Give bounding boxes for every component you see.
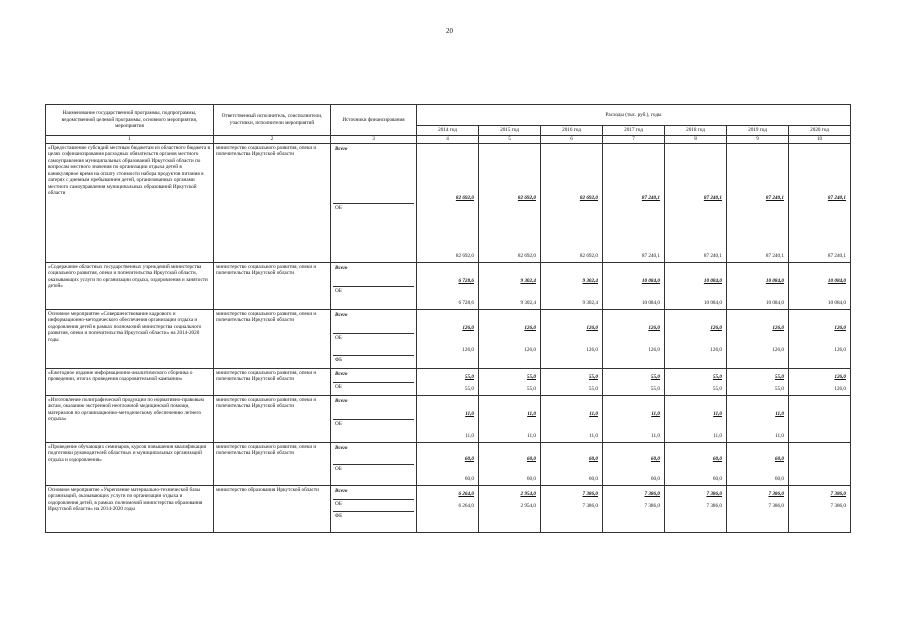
source-value: 87 240,1 — [641, 253, 660, 259]
source-value — [419, 511, 476, 531]
header-name: Наименование государственной программы, подпрограммы, ведомственной целевой программы, основного мероприятия, мероприятия — [46, 105, 214, 136]
total-value: 55,0 — [650, 374, 660, 380]
source-value — [791, 355, 848, 367]
row-sources — [331, 262, 417, 309]
total-value: 60,0 — [464, 456, 474, 462]
source-value: 60,0 — [526, 476, 536, 482]
table-row — [46, 395, 851, 442]
total-value: 82 692,0 — [579, 195, 598, 201]
header-year: 2020 год — [789, 126, 851, 136]
row-name: «Предоставление субсидий местным бюджетам из областного бюджета в целях софинансирования расходных обязательств органов местного самоуправления муниципальных образований Иркутской области по вопросам местного значения по организации отдыха детей в каникулярное время на оплату стоимости набора продуктов питания в лагерях с дневным пребыванием детей, организованных органами местного самоуправления муниципальных образований Иркутской области — [46, 143, 214, 262]
year-value-cell — [603, 395, 665, 442]
year-value-cell — [479, 143, 541, 262]
total-value: 6 264,0 — [458, 491, 474, 497]
total-value: 10 084,0 — [641, 278, 660, 284]
source-value — [791, 511, 848, 531]
source-value — [667, 355, 724, 367]
year-value-cell — [479, 309, 541, 368]
source-total-label: Всего — [335, 311, 348, 318]
year-value-cell — [727, 262, 789, 309]
total-value: 126,0 — [710, 325, 722, 331]
year-value-cell — [665, 368, 727, 395]
year-value-cell — [417, 395, 479, 442]
column-number: 1 — [46, 135, 214, 143]
source-value: 11,0 — [651, 433, 660, 439]
total-value: 126,0 — [586, 325, 598, 331]
year-value-cell — [727, 442, 789, 485]
source-value: 87 240,1 — [765, 253, 784, 259]
source-value: 2 954,0 — [520, 503, 536, 509]
column-number: 2 — [214, 135, 331, 143]
row-executor: министерство социального развития, опеки и попечительства Иркутской области — [214, 143, 331, 262]
column-number: 8 — [665, 135, 727, 143]
year-value-cell — [665, 395, 727, 442]
total-value: 7 386,0 — [644, 491, 660, 497]
row-executor: министерство социального развития, опеки и попечительства Иркутской области — [214, 262, 331, 309]
source-value: 55,0 — [588, 386, 598, 392]
total-value: 7 386,0 — [830, 491, 847, 497]
year-value-cell — [789, 143, 851, 262]
year-value-cell — [665, 143, 727, 262]
source-value: 126,0 — [586, 347, 598, 353]
source-label: ОБ — [333, 419, 414, 441]
total-value: 7 386,0 — [768, 491, 784, 497]
year-value-cell — [603, 143, 665, 262]
source-value — [729, 511, 786, 531]
total-value: 7 386,0 — [706, 491, 722, 497]
year-value-cell — [727, 309, 789, 368]
year-value-cell — [479, 395, 541, 442]
header-sources: Источники финансирования — [331, 105, 417, 136]
total-value: 10 084,0 — [765, 278, 784, 284]
column-number: 3 — [331, 135, 417, 143]
total-value: 10 084,0 — [827, 278, 847, 284]
row-sources — [331, 442, 417, 485]
year-value-cell — [417, 309, 479, 368]
source-value: 82 692,0 — [455, 253, 474, 259]
source-total-label: Всего — [335, 444, 348, 451]
year-value-cell — [479, 368, 541, 395]
source-value — [481, 511, 538, 531]
row-sources — [331, 143, 417, 262]
year-value-cell — [417, 262, 479, 309]
source-value: 126,0 — [834, 386, 847, 392]
total-value: 7 386,0 — [582, 491, 598, 497]
row-sources — [331, 485, 417, 532]
year-value-cell — [665, 309, 727, 368]
row-name: Основное мероприятие «Совершенствование кадрового и информационно-методического обеспечения организации отдыха и оздоровления детей в рамках полномочий министерства социального развития, опеки и попечительства Иркутской области» на 2014-2020 годы — [46, 309, 214, 368]
total-value: 126,0 — [524, 325, 536, 331]
year-value-cell — [417, 368, 479, 395]
column-number-row — [46, 135, 851, 143]
total-value: 60,0 — [650, 456, 660, 462]
row-executor: министерство социального развития, опеки и попечительства Иркутской области — [214, 442, 331, 485]
source-label: ФБ — [333, 355, 414, 367]
header-year: 2018 год — [665, 126, 727, 136]
source-value: 9 302,4 — [520, 300, 536, 306]
source-value: 11,0 — [589, 433, 598, 439]
source-value: 10 084,0 — [641, 300, 660, 306]
source-value: 7 386,0 — [830, 503, 847, 509]
source-value — [667, 511, 724, 531]
header-year: 2016 год — [541, 126, 603, 136]
source-label: ОБ — [333, 333, 414, 355]
source-label: ОБ — [333, 382, 414, 394]
total-value — [791, 444, 848, 464]
row-name: Основное мероприятие «Укрепление материально-технической базы организаций, оказывающих услуги по организации отдыха и оздоровления детей, в рамках полномочий министерства образования Иркутской области» на 2014-2020 годы — [46, 485, 214, 532]
source-value: 10 084,0 — [827, 300, 847, 306]
source-value — [419, 355, 476, 367]
total-value: 9 302,4 — [582, 278, 598, 284]
column-number: 4 — [417, 135, 479, 143]
year-value-cell — [603, 442, 665, 485]
table-row — [46, 262, 851, 309]
table-row — [46, 368, 851, 395]
column-number: 6 — [541, 135, 603, 143]
year-value-cell — [603, 262, 665, 309]
header-executor: Ответственный исполнитель, соисполнители, участники, исполнители мероприятий — [214, 105, 331, 136]
year-value-cell — [789, 442, 851, 485]
source-value: 55,0 — [650, 386, 660, 392]
year-value-cell — [541, 143, 603, 262]
total-value: 55,0 — [526, 374, 536, 380]
source-value: 6 264,0 — [458, 503, 474, 509]
source-value: 60,0 — [774, 476, 784, 482]
year-value-cell — [479, 442, 541, 485]
total-value: 60,0 — [712, 456, 722, 462]
total-value: 60,0 — [526, 456, 536, 462]
year-value-cell — [789, 368, 851, 395]
year-value-cell — [541, 368, 603, 395]
source-value: 126,0 — [524, 347, 536, 353]
total-value: 60,0 — [588, 456, 598, 462]
year-value-cell — [541, 395, 603, 442]
year-value-cell — [727, 395, 789, 442]
year-value-cell — [417, 442, 479, 485]
source-value: 55,0 — [464, 386, 474, 392]
source-total-label: Всего — [335, 397, 348, 404]
source-value: 7 386,0 — [644, 503, 660, 509]
total-value: 6 728,6 — [458, 278, 474, 284]
total-value: 9 302,4 — [520, 278, 536, 284]
source-value: 7 386,0 — [768, 503, 784, 509]
total-value: 87 240,1 — [641, 195, 660, 201]
source-value: 7 386,0 — [582, 503, 598, 509]
source-value: 7 386,0 — [706, 503, 722, 509]
year-value-cell — [603, 485, 665, 532]
source-value — [729, 355, 786, 367]
row-sources — [331, 395, 417, 442]
source-value: 55,0 — [712, 386, 722, 392]
source-value: 11,0 — [775, 433, 784, 439]
total-value: 126,0 — [834, 374, 847, 380]
source-value: 55,0 — [774, 386, 784, 392]
year-value-cell — [417, 485, 479, 532]
year-value-cell — [603, 309, 665, 368]
source-value — [791, 464, 848, 484]
row-sources — [331, 368, 417, 395]
source-value: 126,0 — [648, 347, 660, 353]
year-value-cell — [665, 442, 727, 485]
total-value: 11,0 — [527, 411, 536, 417]
total-value: 11,0 — [651, 411, 660, 417]
total-value: 60,0 — [774, 456, 784, 462]
year-value-cell — [665, 262, 727, 309]
source-value — [481, 355, 538, 367]
row-name: «Проведение обучающих семинаров, курсов повышения квалификации подготовки руководителей областных и муниципальных организаций отдыха и оздоровления» — [46, 442, 214, 485]
year-value-cell — [541, 262, 603, 309]
total-value: 11,0 — [465, 411, 474, 417]
source-value — [543, 511, 600, 531]
source-label: ОБ — [333, 203, 414, 261]
total-value: 126,0 — [462, 325, 474, 331]
year-value-cell — [789, 485, 851, 532]
source-value: 87 240,1 — [703, 253, 722, 259]
row-executor: министерство социального развития, опеки и попечительства Иркутской области — [214, 395, 331, 442]
source-value: 82 692,0 — [517, 253, 536, 259]
row-name: «Ежегодное издание информационно-аналитического сборника о проведении, итогах проведения оздоровительной кампании» — [46, 368, 214, 395]
source-value — [605, 355, 662, 367]
source-total-label: Всего — [335, 145, 348, 152]
source-value: 60,0 — [464, 476, 474, 482]
total-value: 126,0 — [648, 325, 660, 331]
table-row — [46, 309, 851, 368]
total-value: 87 240,1 — [765, 195, 784, 201]
total-value: 10 084,0 — [703, 278, 722, 284]
year-value-cell — [789, 262, 851, 309]
table-row — [46, 143, 851, 262]
source-value: 11,0 — [465, 433, 474, 439]
row-executor: министерство социального развития, опеки и попечительства Иркутской области — [214, 368, 331, 395]
year-value-cell — [727, 485, 789, 532]
year-value-cell — [665, 485, 727, 532]
year-value-cell — [727, 143, 789, 262]
total-value: 55,0 — [712, 374, 722, 380]
header-year: 2014 год — [417, 126, 479, 136]
source-value: 11,0 — [527, 433, 536, 439]
row-name: «Содержание областных государственных учреждений министерства социального развития, опеки и попечительства Иркутской области, оказывающих услуги по организации отдыха, оздоровления и занятости детей» — [46, 262, 214, 309]
row-name: «Изготовление полиграфической продукции по нормативно-правовым актам, оказанию экстренной неотложной медицинской помощи, материалов по организационно-методическому обеспечению летнего отдыха» — [46, 395, 214, 442]
source-label: ФБ — [333, 511, 414, 531]
year-value-cell — [541, 309, 603, 368]
source-value: 126,0 — [772, 347, 784, 353]
column-number: 9 — [727, 135, 789, 143]
source-value: 6 728,6 — [458, 300, 474, 306]
source-label: ОБ — [333, 499, 414, 511]
source-value: 60,0 — [650, 476, 660, 482]
source-label: ОБ — [333, 286, 414, 308]
row-sources — [331, 309, 417, 368]
source-value: 60,0 — [588, 476, 598, 482]
source-value: 82 692,0 — [579, 253, 598, 259]
table-row — [46, 485, 851, 532]
year-value-cell — [789, 309, 851, 368]
source-value: 11,0 — [713, 433, 722, 439]
year-value-cell — [789, 395, 851, 442]
total-value: 82 692,0 — [517, 195, 536, 201]
total-value: 126,0 — [834, 325, 847, 331]
total-value: 11,0 — [713, 411, 722, 417]
page-number: 20 — [446, 27, 453, 35]
column-number: 10 — [789, 135, 851, 143]
year-value-cell — [479, 485, 541, 532]
source-value: 87 240,1 — [827, 253, 847, 259]
total-value: 82 692,0 — [455, 195, 474, 201]
total-value: 55,0 — [464, 374, 474, 380]
year-value-cell — [727, 368, 789, 395]
total-value: 87 240,1 — [827, 195, 847, 201]
total-value: 11,0 — [589, 411, 598, 417]
header-expenses: Расходы (тыс. руб.), годы — [417, 105, 851, 126]
source-value — [543, 355, 600, 367]
row-executor: министерство образования Иркутской области — [214, 485, 331, 532]
header-year: 2015 год — [479, 126, 541, 136]
year-value-cell — [541, 485, 603, 532]
source-value: 55,0 — [526, 386, 536, 392]
source-value: 10 084,0 — [765, 300, 784, 306]
column-number: 5 — [479, 135, 541, 143]
source-value: 126,0 — [834, 347, 847, 353]
source-value — [605, 511, 662, 531]
table-row — [46, 442, 851, 485]
year-value-cell — [541, 442, 603, 485]
total-value: 87 240,1 — [703, 195, 722, 201]
header-year: 2017 год — [603, 126, 665, 136]
source-value: 126,0 — [710, 347, 722, 353]
total-value: 55,0 — [588, 374, 598, 380]
header-year: 2019 год — [727, 126, 789, 136]
budget-table — [45, 104, 851, 533]
table-body — [46, 143, 851, 532]
year-value-cell — [479, 262, 541, 309]
column-number: 7 — [603, 135, 665, 143]
total-value: 2 954,0 — [520, 491, 536, 497]
source-value: 9 302,4 — [582, 300, 598, 306]
source-total-label: Всего — [335, 370, 348, 377]
source-total-label: Всего — [335, 487, 348, 494]
source-total-label: Всего — [335, 264, 348, 271]
total-value: 126,0 — [772, 325, 784, 331]
source-value: 126,0 — [462, 347, 474, 353]
year-value-cell — [417, 143, 479, 262]
total-value: 11,0 — [775, 411, 784, 417]
source-value: 60,0 — [712, 476, 722, 482]
total-value: 55,0 — [774, 374, 784, 380]
source-value — [791, 419, 848, 441]
year-value-cell — [603, 368, 665, 395]
row-executor: министерство социального развития, опеки и попечительства Иркутской области — [214, 309, 331, 368]
source-label: ОБ — [333, 464, 414, 484]
source-value: 10 084,0 — [703, 300, 722, 306]
total-value — [791, 397, 848, 419]
